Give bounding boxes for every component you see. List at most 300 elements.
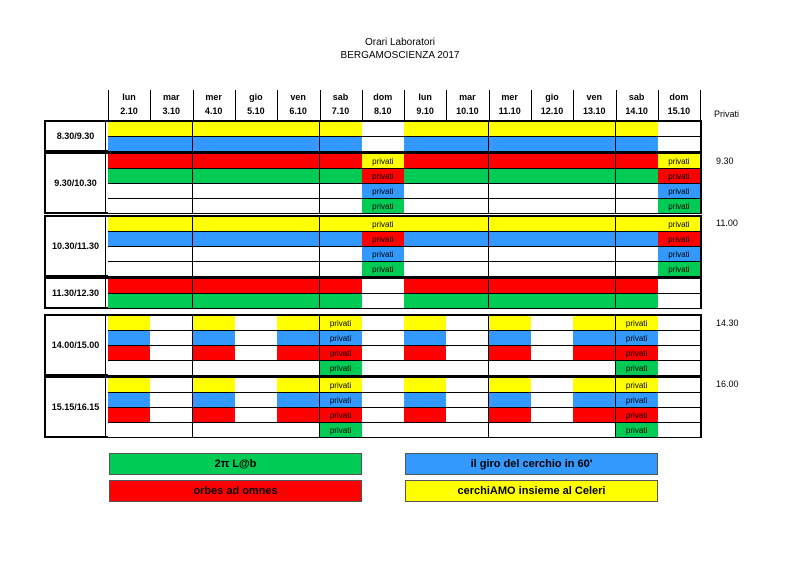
schedule-cell (573, 378, 616, 393)
schedule-cell (531, 423, 574, 438)
schedule-cell (531, 262, 574, 277)
schedule-cell (108, 361, 151, 376)
day-header (235, 90, 277, 118)
schedule-cell: privati (658, 262, 701, 277)
time-slot-block (44, 120, 702, 152)
schedule-cell (277, 122, 320, 137)
schedule-cell: privati (320, 331, 363, 346)
schedule-cell (193, 393, 236, 408)
page-subtitle: BERGAMOSCIENZA 2017 (340, 50, 460, 61)
side-time: 9.30 (716, 156, 734, 166)
schedule-cell (277, 408, 320, 423)
schedule-cell (446, 279, 489, 294)
schedule-cell (235, 169, 278, 184)
schedule-cell (108, 378, 151, 393)
schedule-cell (531, 247, 574, 262)
schedule-cell (320, 184, 363, 199)
schedule-cell (320, 232, 363, 247)
schedule-cell (531, 154, 574, 169)
schedule-cell (531, 279, 574, 294)
schedule-cell (193, 316, 236, 331)
schedule-cell (573, 184, 616, 199)
day-header (362, 90, 404, 118)
day-date: 8.10 (374, 106, 392, 116)
schedule-cell (320, 154, 363, 169)
schedule-cell (235, 423, 278, 438)
schedule-cell: privati (362, 247, 405, 262)
page-title: Orari Laboratori (364, 37, 436, 48)
schedule-cell (193, 378, 236, 393)
schedule-cell (573, 294, 616, 309)
schedule-cell (108, 199, 151, 214)
day-date: 7.10 (331, 106, 350, 116)
schedule-cell (150, 154, 193, 169)
schedule-cell (277, 154, 320, 169)
schedule-cell (150, 408, 193, 423)
schedule-cell (616, 184, 659, 199)
schedule-cell (573, 316, 616, 331)
schedule-cell (446, 247, 489, 262)
schedule-cell (531, 378, 574, 393)
privati-header: Privati (714, 109, 740, 119)
schedule-cell (193, 137, 236, 152)
day-name: dom (373, 92, 393, 102)
schedule-cell (277, 199, 320, 214)
schedule-cell (108, 346, 151, 361)
schedule-cell (658, 361, 701, 376)
time-slot-label: 8.30/9.30 (46, 122, 106, 150)
schedule-cell (616, 169, 659, 184)
schedule-cell (108, 184, 151, 199)
schedule-cell (150, 279, 193, 294)
day-name: lun (418, 92, 432, 102)
schedule-cell (573, 199, 616, 214)
schedule-cell (616, 294, 659, 309)
day-header (573, 90, 615, 118)
schedule-cell (150, 262, 193, 277)
schedule-cell (235, 408, 278, 423)
day-name: gio (545, 92, 559, 102)
schedule-cell: privati (616, 408, 659, 423)
schedule-cell (404, 154, 447, 169)
schedule-cell (362, 408, 405, 423)
legend-orbes-ad-omnes: orbes ad omnes (109, 480, 362, 502)
day-name: dom (669, 92, 689, 102)
schedule-cell (446, 294, 489, 309)
schedule-cell (573, 137, 616, 152)
schedule-cell (404, 122, 447, 137)
schedule-cell (277, 361, 320, 376)
schedule-cell (277, 331, 320, 346)
schedule-cell (489, 393, 532, 408)
legend-cerchiamo: cerchiAMO insieme al Celeri (405, 480, 658, 502)
schedule-cell (446, 361, 489, 376)
schedule-cell (108, 316, 151, 331)
schedule-cell (108, 279, 151, 294)
schedule-cell (277, 316, 320, 331)
time-slot-label: 9.30/10.30 (46, 154, 106, 212)
schedule-cell (108, 423, 151, 438)
schedule-cell (404, 423, 447, 438)
day-name: ven (290, 92, 306, 102)
schedule-cell (235, 199, 278, 214)
time-slot-label: 11.30/12.30 (46, 279, 106, 307)
side-time: 14.30 (716, 318, 739, 328)
schedule-cell (404, 346, 447, 361)
header-divider (235, 90, 236, 120)
schedule-cell (193, 262, 236, 277)
day-date: 13.10 (583, 106, 606, 116)
schedule-cell (489, 316, 532, 331)
schedule-cell (277, 137, 320, 152)
schedule-cell (404, 331, 447, 346)
schedule-cell (573, 232, 616, 247)
schedule-cell (531, 316, 574, 331)
schedule-cell (658, 408, 701, 423)
schedule-cell (235, 279, 278, 294)
schedule-cell (489, 247, 532, 262)
day-header (108, 90, 150, 118)
schedule-cell: privati (320, 316, 363, 331)
day-header (446, 90, 488, 118)
schedule-cell (277, 393, 320, 408)
schedule-cell (531, 393, 574, 408)
schedule-cell (446, 169, 489, 184)
schedule-cell (320, 122, 363, 137)
schedule-cell (446, 408, 489, 423)
schedule-cell (658, 316, 701, 331)
schedule-cell (362, 279, 405, 294)
day-header (150, 90, 192, 118)
schedule-cell (193, 408, 236, 423)
schedule-cell (573, 247, 616, 262)
day-header (193, 90, 235, 118)
schedule-cell (573, 393, 616, 408)
schedule-cell (193, 346, 236, 361)
schedule-cell (616, 122, 659, 137)
schedule-cell (362, 423, 405, 438)
schedule-cell: privati (362, 199, 405, 214)
schedule-cell (108, 393, 151, 408)
day-header (277, 90, 319, 118)
header-divider (404, 90, 405, 120)
schedule-cell (531, 232, 574, 247)
schedule-cell: privati (658, 232, 701, 247)
header-divider (531, 90, 532, 120)
schedule-cell (404, 279, 447, 294)
schedule-cell (277, 217, 320, 232)
schedule-cell (489, 378, 532, 393)
schedule-cell (362, 346, 405, 361)
schedule-cell (277, 378, 320, 393)
schedule-cell (531, 361, 574, 376)
schedule-cell (616, 279, 659, 294)
header-divider (658, 90, 659, 120)
schedule-cell (193, 154, 236, 169)
schedule-cell (531, 217, 574, 232)
schedule-cell (320, 294, 363, 309)
day-name: mer (205, 92, 222, 102)
schedule-cell (489, 331, 532, 346)
schedule-cell (235, 361, 278, 376)
schedule-cell (531, 294, 574, 309)
schedule-cell (658, 279, 701, 294)
schedule-cell (489, 184, 532, 199)
schedule-cell (573, 279, 616, 294)
schedule-cell: privati (320, 423, 363, 438)
schedule-cell: privati (616, 331, 659, 346)
schedule-cell (362, 294, 405, 309)
schedule-cell (531, 169, 574, 184)
schedule-cell (235, 247, 278, 262)
day-name: gio (249, 92, 263, 102)
schedule-cell (108, 122, 151, 137)
schedule-cell (531, 408, 574, 423)
schedule-cell (446, 154, 489, 169)
schedule-cell (446, 199, 489, 214)
schedule-cell (489, 199, 532, 214)
schedule-cell (489, 423, 532, 438)
schedule-cell: privati (362, 169, 405, 184)
day-date: 11.10 (498, 106, 521, 116)
day-name: ven (586, 92, 603, 102)
schedule-cell (235, 316, 278, 331)
schedule-cell (235, 232, 278, 247)
schedule-cell (573, 423, 616, 438)
schedule-cell (362, 137, 405, 152)
schedule-cell (489, 361, 532, 376)
schedule-cell: privati (362, 184, 405, 199)
schedule-cell (193, 184, 236, 199)
header-divider (150, 90, 151, 120)
schedule-cell (235, 331, 278, 346)
schedule-cell (489, 137, 532, 152)
schedule-cell (404, 199, 447, 214)
day-name: sab (628, 92, 645, 102)
schedule-cell (658, 294, 701, 309)
schedule-cell (404, 393, 447, 408)
schedule-cell: privati (362, 232, 405, 247)
schedule-cell (108, 137, 151, 152)
schedule-cell (404, 378, 447, 393)
header-divider (362, 90, 363, 120)
schedule-cell: privati (362, 217, 405, 232)
schedule-cell (489, 294, 532, 309)
schedule-cell (277, 346, 320, 361)
schedule-cell (573, 122, 616, 137)
schedule-cell (616, 232, 659, 247)
schedule-cell (658, 393, 701, 408)
schedule-cell (404, 184, 447, 199)
schedule-cell (446, 217, 489, 232)
schedule-cell (362, 378, 405, 393)
schedule-cell (404, 408, 447, 423)
schedule-cell (446, 346, 489, 361)
schedule-cell (277, 279, 320, 294)
schedule-cell (320, 199, 363, 214)
schedule-cell (446, 262, 489, 277)
header-divider (193, 90, 194, 120)
schedule-cell (573, 169, 616, 184)
schedule-cell (235, 137, 278, 152)
schedule-cell (150, 316, 193, 331)
schedule-cell (362, 122, 405, 137)
day-date: 14.10 (625, 106, 648, 116)
schedule-cell (573, 154, 616, 169)
schedule-cell (235, 154, 278, 169)
header-divider (446, 90, 447, 120)
schedule-cell (193, 423, 236, 438)
schedule-cell (150, 247, 193, 262)
schedule-cell (235, 217, 278, 232)
day-header (320, 90, 362, 118)
schedule-cell (489, 154, 532, 169)
side-time: 16.00 (716, 379, 739, 389)
day-name: mar (459, 92, 476, 102)
schedule-cell (658, 346, 701, 361)
schedule-cell: privati (320, 361, 363, 376)
schedule-cell (108, 408, 151, 423)
schedule-cell (150, 346, 193, 361)
schedule-cell (108, 331, 151, 346)
schedule-cell (446, 316, 489, 331)
schedule-cell (573, 361, 616, 376)
schedule-cell (277, 169, 320, 184)
schedule-cell (446, 423, 489, 438)
schedule-cell (446, 137, 489, 152)
schedule-cell: privati (616, 346, 659, 361)
schedule-cell (277, 184, 320, 199)
schedule-cell (235, 393, 278, 408)
schedule-cell (404, 316, 447, 331)
schedule-cell: privati (616, 393, 659, 408)
schedule-cell (404, 232, 447, 247)
schedule-cell (193, 279, 236, 294)
schedule-cell (108, 217, 151, 232)
day-date: 12.10 (540, 106, 564, 116)
schedule-cell (658, 122, 701, 137)
schedule-cell (108, 247, 151, 262)
header-divider (277, 90, 278, 120)
schedule-cell (531, 346, 574, 361)
schedule-cell (320, 169, 363, 184)
day-header (489, 90, 531, 118)
schedule-cell (235, 378, 278, 393)
schedule-cell: privati (362, 262, 405, 277)
schedule-cell (446, 378, 489, 393)
schedule-cell (531, 199, 574, 214)
time-slot-block (44, 277, 702, 309)
schedule-cell (320, 279, 363, 294)
schedule-cell (193, 247, 236, 262)
header-divider (616, 90, 617, 120)
schedule-cell (489, 408, 532, 423)
schedule-cell (150, 232, 193, 247)
schedule-cell: privati (616, 423, 659, 438)
time-slot-label: 10.30/11.30 (46, 217, 106, 275)
schedule-cell (489, 122, 532, 137)
time-slot-block (44, 152, 702, 214)
schedule-cell (573, 408, 616, 423)
schedule-cell (193, 331, 236, 346)
schedule-cell (277, 294, 320, 309)
schedule-cell (150, 199, 193, 214)
schedule-cell (489, 279, 532, 294)
schedule-cell (362, 393, 405, 408)
schedule-cell (235, 346, 278, 361)
day-date: 3.10 (162, 106, 181, 116)
schedule-cell: privati (658, 217, 701, 232)
schedule-cell (404, 217, 447, 232)
schedule-cell (616, 137, 659, 152)
schedule-cell (150, 217, 193, 232)
schedule-cell (616, 247, 659, 262)
schedule-cell: privati (658, 154, 701, 169)
schedule-cell (235, 184, 278, 199)
schedule-cell: privati (658, 169, 701, 184)
schedule-cell (277, 262, 320, 277)
schedule-cell: privati (658, 199, 701, 214)
schedule-cell (235, 262, 278, 277)
day-date: 4.10 (204, 106, 223, 116)
day-name: sab (332, 92, 349, 102)
schedule-cell (404, 262, 447, 277)
schedule-cell (446, 122, 489, 137)
day-header (616, 90, 658, 118)
schedule-cell (320, 262, 363, 277)
schedule-cell (616, 199, 659, 214)
schedule-cell (108, 294, 151, 309)
schedule-cell (277, 423, 320, 438)
schedule-cell (320, 137, 363, 152)
time-slot-label: 14.00/15.00 (46, 316, 106, 374)
schedule-cell (193, 232, 236, 247)
schedule-cell (404, 294, 447, 309)
schedule-cell (531, 331, 574, 346)
header-divider (320, 90, 321, 120)
time-slot-block (44, 215, 702, 277)
schedule-cell: privati (658, 247, 701, 262)
schedule-cell (193, 122, 236, 137)
schedule-cell: privati (320, 408, 363, 423)
schedule-cell (446, 331, 489, 346)
schedule-cell: privati (616, 361, 659, 376)
day-date: 10.10 (456, 106, 479, 116)
schedule-cell (404, 361, 447, 376)
schedule-cell (616, 262, 659, 277)
header-divider (700, 90, 701, 120)
schedule-cell (658, 378, 701, 393)
schedule-cell (489, 232, 532, 247)
day-header (404, 90, 446, 118)
schedule-cell (150, 423, 193, 438)
schedule-cell (658, 423, 701, 438)
day-date: 15.10 (667, 106, 691, 116)
header-divider (108, 90, 109, 120)
schedule-cell (108, 154, 151, 169)
schedule-cell (531, 184, 574, 199)
schedule-cell (235, 294, 278, 309)
schedule-cell (235, 122, 278, 137)
day-date: 6.10 (289, 106, 307, 116)
schedule-cell (193, 169, 236, 184)
schedule-cell (193, 361, 236, 376)
schedule-cell (489, 169, 532, 184)
day-name: mar (163, 92, 180, 102)
side-time: 11.00 (716, 218, 738, 228)
day-date: 9.10 (416, 106, 434, 116)
schedule-cell: privati (362, 154, 405, 169)
